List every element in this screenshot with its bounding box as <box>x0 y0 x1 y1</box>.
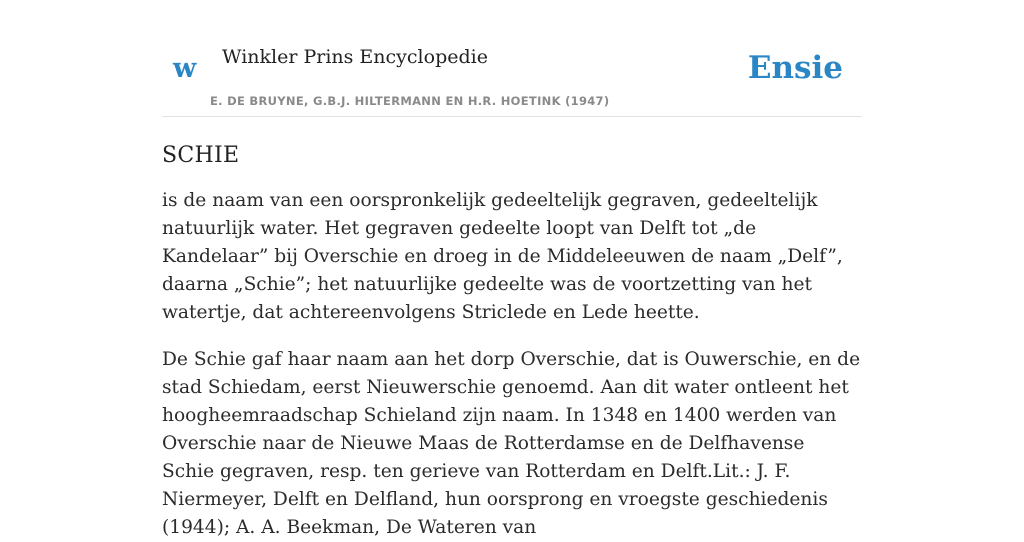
book-title[interactable]: Winkler Prins Encyclopedie <box>222 46 488 68</box>
article-page <box>162 0 862 542</box>
page-header <box>162 0 862 117</box>
ensie-logo[interactable]: Ensie <box>747 50 843 86</box>
entry-paragraph: is de naam van een oorspronkelijk gedeeltelijk gegraven, gedeeltelijk natuurlijk water. Het gegraven gedeelte loopt van Delft tot „de Kandelaar” bij Overschie en droeg in de Middeleeuwen de naam „Delf”, daarna „Schie”; het natuurlijke gedeelte was de voortzetting van het watertje, dat achtereenvolgens Striclede en Lede heette. <box>162 190 843 323</box>
book-authors: E. DE BRUYNE, G.B.J. HILTERMANN EN H.R. HOETINK (1947) <box>210 94 610 108</box>
entry-title: SCHIE <box>162 143 240 168</box>
entry-paragraph: De Schie gaf haar naam aan het dorp Overschie, dat is Ouwerschie, en de stad Schiedam, eerst Nieuwerschie genoemd. Aan dit water ontleent het hoogheemraadschap Schieland zijn naam. In 1348 en 1400 werden van Overschie naar de Nieuwe Maas de Rotterdamse en de Delfhavense Schie gegraven, resp. ten gerieve van Rotterdam en Delft.Lit.: J. F. Niermeyer, Delft en Delfland, hun oorsprong en vroegste geschiedenis (1944); A. A. Beekman, De Wateren van <box>162 349 861 538</box>
winkler-prins-logo[interactable]: w <box>173 53 197 84</box>
